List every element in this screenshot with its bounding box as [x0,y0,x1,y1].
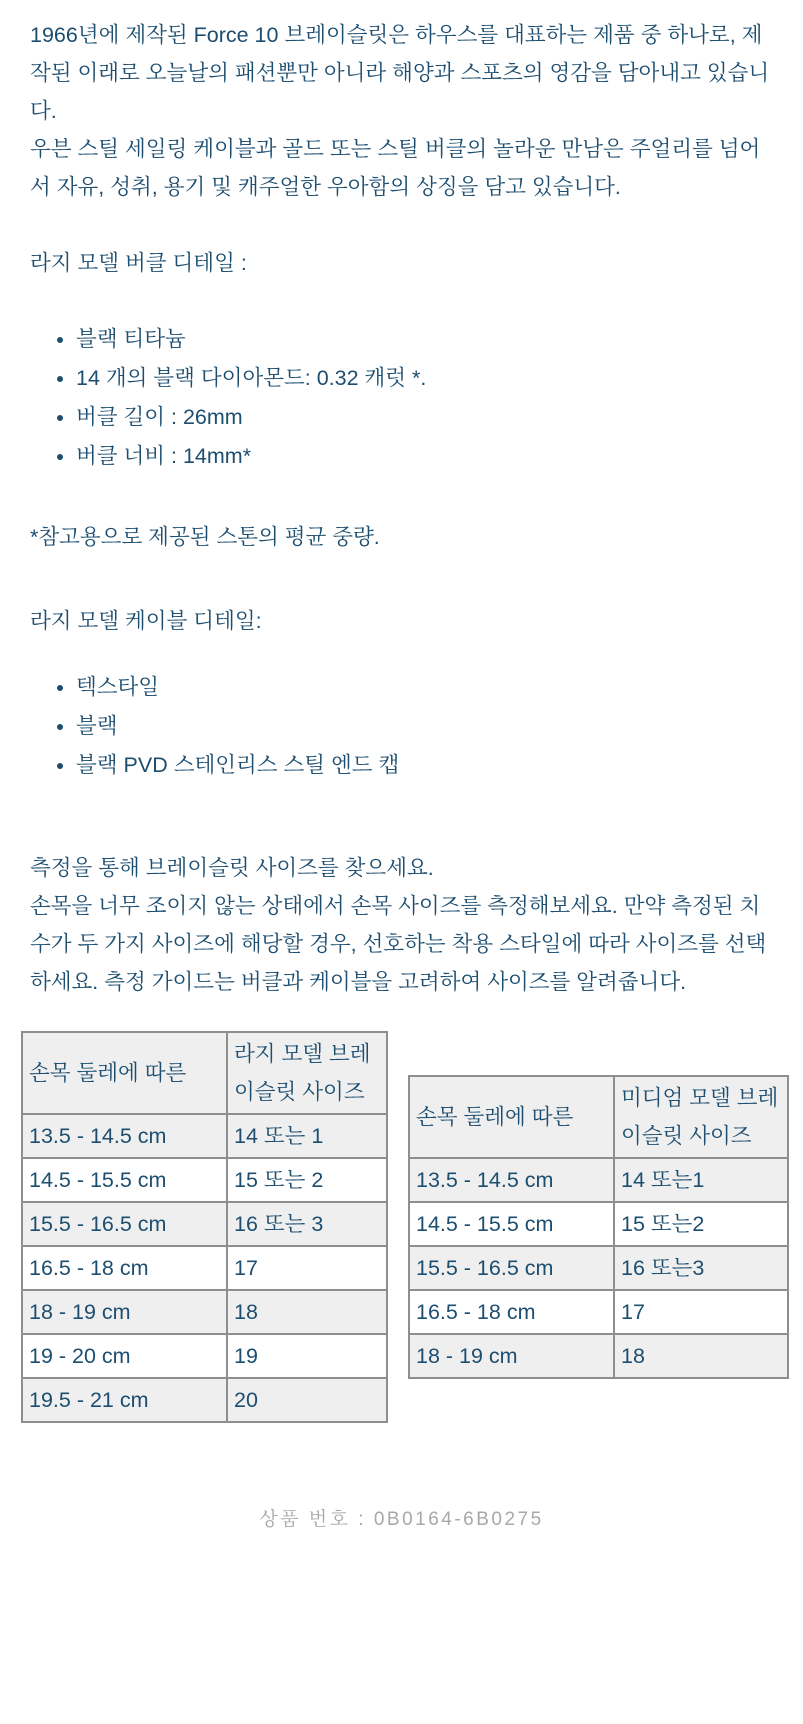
table-cell: 18 - 19 cm [22,1290,227,1334]
list-item: • 블랙 티타늄 [76,320,773,359]
large-size-table-wrap [21,1031,388,1423]
intro-line-2: 우븐 스틸 세일링 케이블과 골드 또는 스틸 버클의 놀라운 만남은 주얼리를 넘어서 자유, 성취, 용기 및 캐주얼한 우아함의 상징을 담고 있습니다. [30,137,761,199]
table-cell: 16 또는3 [614,1246,788,1290]
table-row [22,1246,387,1290]
table-row [22,1378,387,1422]
cable-details-list [30,668,773,785]
buckle-details-list [30,320,773,476]
table-cell: 14.5 - 15.5 cm [409,1202,614,1246]
table-cell: 14.5 - 15.5 cm [22,1158,227,1202]
table-cell: 17 [614,1290,788,1334]
table-cell: 18 [614,1334,788,1378]
table-row [409,1202,788,1246]
table-cell: 16.5 - 18 cm [22,1246,227,1290]
table-cell: 15 또는 2 [227,1158,387,1202]
list-item: • 블랙 PVD 스테인리스 스틸 엔드 캡 [76,746,773,785]
list-item: • 14 개의 블랙 다이아몬드: 0.32 캐럿 *. [76,359,773,398]
product-number: 상품 번호 : 0B0164-6B0275 [259,1509,544,1530]
table-cell: 15 또는2 [614,1202,788,1246]
sizing-line-2: 손목을 너무 조이지 않는 상태에서 손목 사이즈를 측정해보세요. 만약 측정된 치수가 두 가지 사이즈에 해당할 경우, 선호하는 착용 스타일에 따라 사이즈를 선택하세요. 측정 가이드는 버클과 케이블을 고려하여 사이즈를 알려줍니다. [30,894,767,994]
table-cell: 19 [227,1334,387,1378]
table-row [22,1158,387,1202]
table-row [409,1158,788,1202]
table-row [409,1334,788,1378]
table-cell: 13.5 - 14.5 cm [22,1114,227,1158]
intro-line-1: 1966년에 제작된 Force 10 브레이슬릿은 하우스를 대표하는 제품 중 하나로, 제작된 이래로 오늘날의 패션뿐만 아니라 해양과 스포츠의 영감을 담아내고 있습니다. [30,23,770,123]
size-tables [21,1031,779,1423]
table-cell: 14 또는1 [614,1158,788,1202]
table-row [22,1334,387,1378]
table-header-cell: 미디엄 모델 브레이슬릿 사이즈 [614,1076,788,1158]
table-header-cell: 손목 둘레에 따른 [409,1076,614,1158]
table-cell: 16 또는 3 [227,1202,387,1246]
cable-details-title: 라지 모델 케이블 디테일: [30,609,262,633]
list-item: • 버클 길이 : 26mm [76,398,773,437]
table-cell: 19.5 - 21 cm [22,1378,227,1422]
table-cell: 17 [227,1246,387,1290]
table-cell: 19 - 20 cm [22,1334,227,1378]
table-cell: 20 [227,1378,387,1422]
table-cell: 13.5 - 14.5 cm [409,1158,614,1202]
intro-paragraph [30,16,773,206]
medium-size-table-wrap [408,1075,789,1379]
list-item: • 블랙 [76,707,773,746]
table-cell: 15.5 - 16.5 cm [409,1246,614,1290]
table-header-row [22,1032,387,1114]
table-header-cell: 라지 모델 브레이슬릿 사이즈 [227,1032,387,1114]
table-row [22,1114,387,1158]
list-item: • 버클 너비 : 14mm* [76,437,773,476]
large-size-table [21,1031,388,1423]
sizing-line-1: 측정을 통해 브레이슬릿 사이즈를 찾으세요. [30,856,434,880]
table-row [409,1246,788,1290]
table-cell: 16.5 - 18 cm [409,1290,614,1334]
buckle-details-title: 라지 모델 버클 디테일 : [30,251,247,275]
table-row [22,1202,387,1246]
table-row [409,1290,788,1334]
sizing-guide-text [30,849,773,1001]
stone-weight-note: *참고용으로 제공된 스톤의 평균 중량. [30,525,380,549]
table-cell: 14 또는 1 [227,1114,387,1158]
list-item: • 텍스타일 [76,668,773,707]
table-header-cell: 손목 둘레에 따른 [22,1032,227,1114]
medium-size-table [408,1075,789,1379]
table-row [22,1290,387,1334]
table-cell: 18 [227,1290,387,1334]
table-header-row [409,1076,788,1158]
table-cell: 15.5 - 16.5 cm [22,1202,227,1246]
table-cell: 18 - 19 cm [409,1334,614,1378]
